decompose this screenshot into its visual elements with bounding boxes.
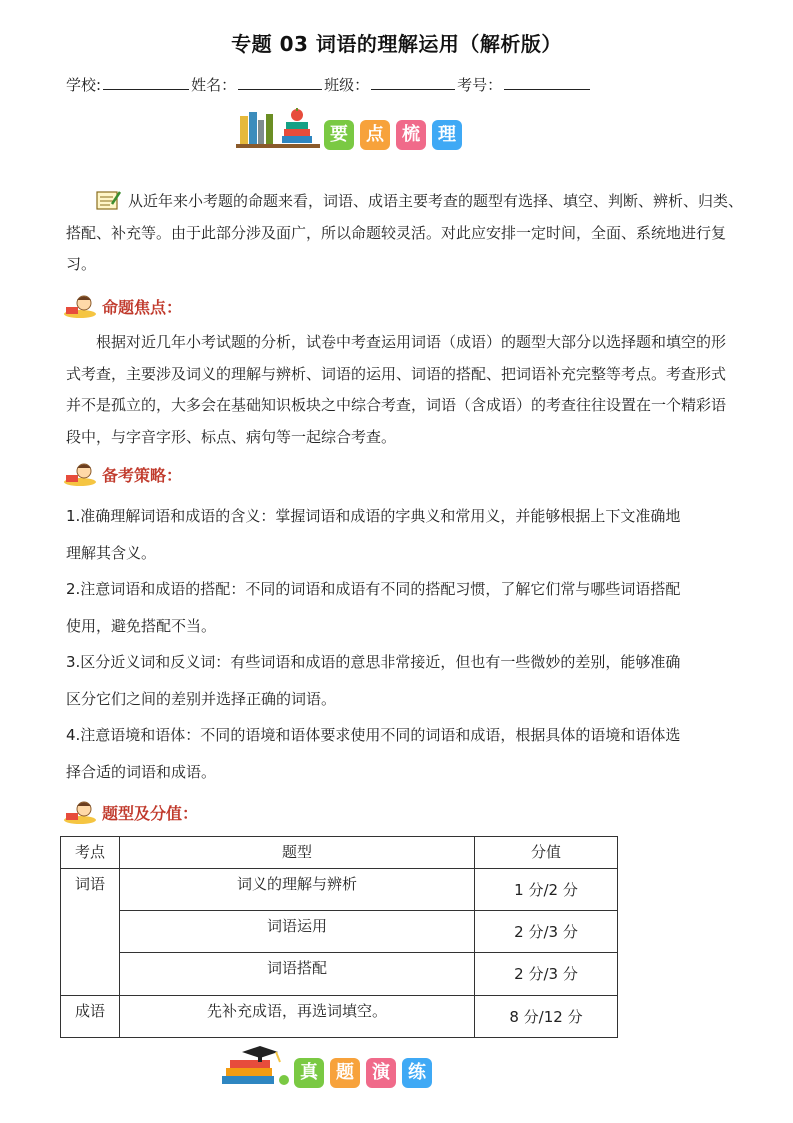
group-cell-words: 词语 xyxy=(61,869,120,996)
type-cell: 先补充成语，再选词填空。 xyxy=(120,996,475,1038)
school-blank xyxy=(103,75,189,90)
banner-key-points xyxy=(236,108,468,150)
score-cell: 1 分/2 分 xyxy=(475,869,618,911)
school-label: 学校: xyxy=(66,76,102,94)
table-row xyxy=(61,911,618,953)
name-blank xyxy=(238,75,322,90)
class-blank xyxy=(371,75,455,90)
table-row xyxy=(61,869,618,911)
type-cell: 词语运用 xyxy=(120,911,475,953)
student-reading-icon xyxy=(62,462,98,486)
table-row xyxy=(61,953,618,996)
banner-char-3: 梳 xyxy=(396,120,426,150)
name-label: 姓名： xyxy=(191,76,237,94)
intro-text: 从近年来小考题的命题来看，词语、成语主要考查的题型有选择、填空、判断、辨析、归类、搭配、补充等。由于此部分涉及面广，所以命题较灵活。对此应安排一定时间，全面、系统地进行复习。 xyxy=(66,192,744,273)
score-cell: 2 分/3 分 xyxy=(475,911,618,953)
header-cell: 考点 xyxy=(61,837,120,869)
header-cell: 分值 xyxy=(475,837,618,869)
student-reading-icon xyxy=(62,294,98,318)
graduation-books-icon xyxy=(220,1046,290,1088)
banner-char-2: 点 xyxy=(360,120,390,150)
header-cell: 题型 xyxy=(120,837,475,869)
banner-char-4: 理 xyxy=(432,120,462,150)
page-title: 专题 03 词语的理解运用（解析版） xyxy=(231,32,562,56)
exam-no-blank xyxy=(504,75,590,90)
banner-char-2: 题 xyxy=(330,1058,360,1088)
type-cell: 词义的理解与辨析 xyxy=(120,869,475,911)
student-reading-icon xyxy=(62,800,98,824)
intro-paragraph xyxy=(66,186,746,281)
group-cell-idioms: 成语 xyxy=(61,996,120,1038)
strategy-item-2-line-2: 使用，避免搭配不当。 xyxy=(66,617,217,635)
strategy-item-2-line-1: 2.注意词语和成语的搭配：不同的词语和成语有不同的搭配习惯，了解它们常与哪些词语搭配 xyxy=(66,580,681,598)
exam-no-label: 考号： xyxy=(457,76,503,94)
focus-heading: 命题焦点： xyxy=(62,294,182,318)
student-info-line xyxy=(66,74,592,95)
banner-char-3: 演 xyxy=(366,1058,396,1088)
banner-char-1: 要 xyxy=(324,120,354,150)
notebook-icon xyxy=(96,190,122,210)
banner-practice xyxy=(220,1046,438,1088)
score-cell: 8 分/12 分 xyxy=(475,996,618,1038)
banner-char-1: 真 xyxy=(294,1058,324,1088)
strategy-item-1-line-1: 1.准确理解词语和成语的含义：掌握词语和成语的字典义和常用义，并能够根据上下文准确地 xyxy=(66,507,681,525)
banner-char-4: 练 xyxy=(402,1058,432,1088)
strategy-item-3-line-1: 3.区分近义词和反义词：有些词语和成语的意思非常接近，但也有一些微妙的差别，能够准确 xyxy=(66,653,681,671)
strategy-item-4-line-1: 4.注意语境和语体：不同的语境和语体要求使用不同的词语和成语，根据具体的语境和语体选 xyxy=(66,726,681,744)
type-cell: 词语搭配 xyxy=(120,953,475,996)
score-heading: 题型及分值： xyxy=(62,800,198,824)
strategy-heading: 备考策略： xyxy=(62,462,182,486)
score-cell: 2 分/3 分 xyxy=(475,953,618,996)
table-row xyxy=(61,996,618,1038)
strategy-item-1-line-2: 理解其含义。 xyxy=(66,544,157,562)
class-label: 班级： xyxy=(324,76,370,94)
focus-paragraph: 根据对近几年小考试题的分析，试卷中考查运用词语（成语）的题型大部分以选择题和填空的形式考查，主要涉及词义的理解与辨析、词语的运用、词语的搭配、把词语补充完整等考点。考查形式并不是孤立的，大多会在基础知识板块之中综合考查，词语（含成语）的考查往往设置在一个精彩语段中，与字音字形、标点、病句等一起综合考查。 xyxy=(66,333,727,446)
strategy-item-3-line-2: 区分它们之间的差别并选择正确的词语。 xyxy=(66,690,337,708)
strategy-item-4-line-2: 择合适的词语和成语。 xyxy=(66,763,217,781)
table-header-row xyxy=(61,837,618,869)
score-table xyxy=(60,836,618,1038)
books-icon xyxy=(236,108,320,150)
